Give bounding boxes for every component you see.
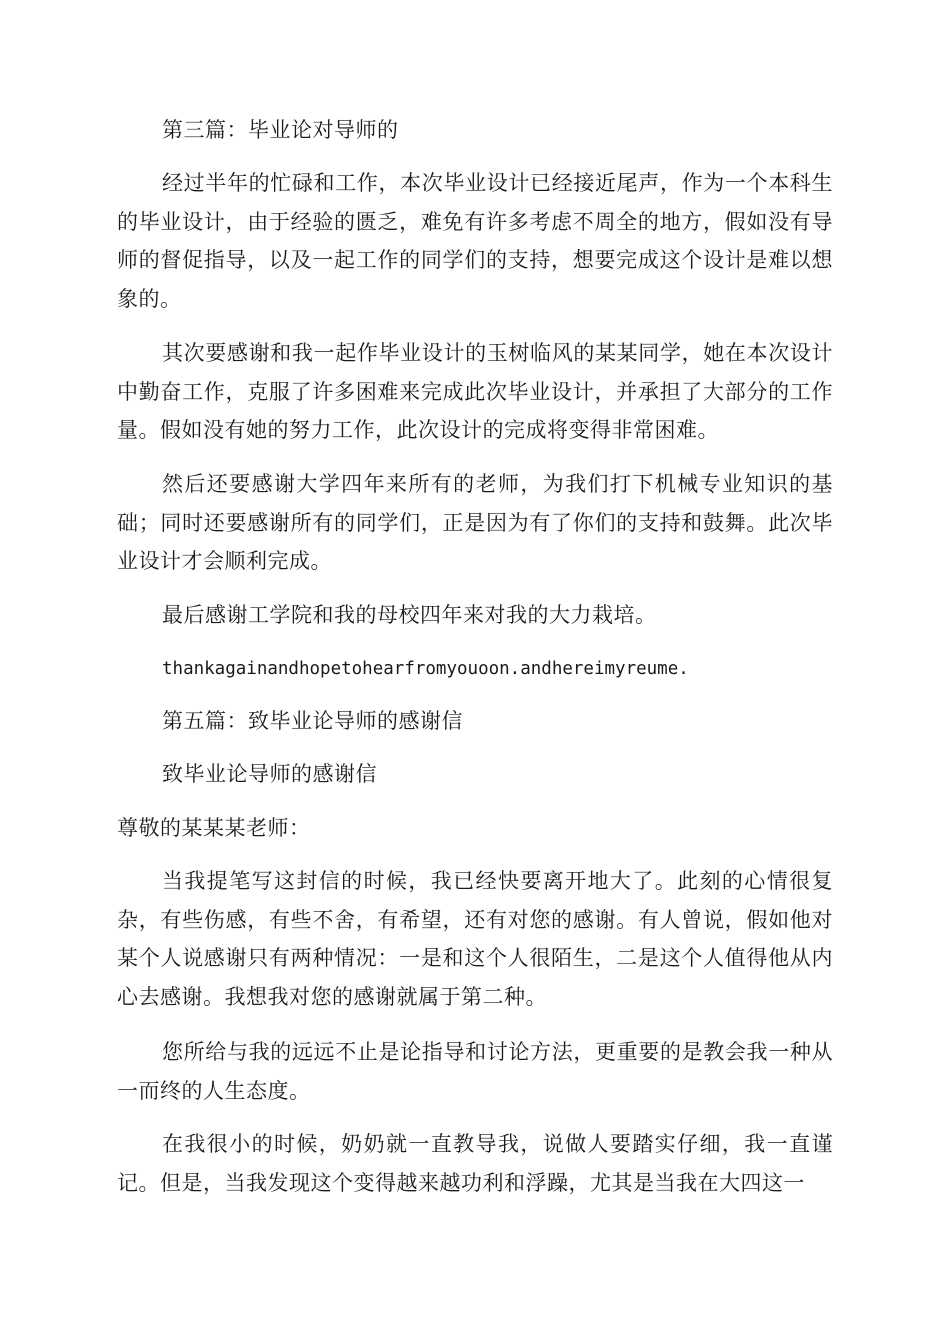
letter-title: 致毕业论导师的感谢信 [162,762,377,786]
paragraph: 在我很小的时候，奶奶就一直教导我，说做人要踏实仔细，我一直谨记。但是，当我发现这个变得越来越功利和浮躁，尤其是当我在大四这一 [117,1132,833,1195]
english-line: thankagainandhopetohearfromyouoon.andhereimyreume. [162,659,689,679]
paragraph: 当我提笔写这封信的时候，我已经快要离开地大了。此刻的心情很复杂，有些伤感，有些不舍，有希望，还有对您的感谢。有人曾说，假如他对某个人说感谢只有两种情况：一是和这个人很陌生，二是这个人值得他从内心去感谢。我想我对您的感谢就属于第二种。 [117,869,833,1009]
letter-salutation: 尊敬的某某某老师： [117,816,311,840]
paragraph: 最后感谢工学院和我的母校四年来对我的大力栽培。 [162,603,657,627]
paragraph: 经过半年的忙碌和工作，本次毕业设计已经接近尾声，作为一个本科生的毕业设计，由于经验的匮乏，难免有许多考虑不周全的地方，假如没有导师的督促指导，以及一起工作的同学们的支持，想要完成这个设计是难以想象的。 [117,171,833,311]
paragraph: 您所给与我的远远不止是论指导和讨论方法，更重要的是教会我一种从一而终的人生态度。 [117,1040,833,1103]
section-heading-3: 第三篇：毕业论对导师的 [162,118,399,142]
paragraph: 其次要感谢和我一起作毕业设计的玉树临风的某某同学，她在本次设计中勤奋工作，克服了许多困难来完成此次毕业设计，并承担了大部分的工作量。假如没有她的努力工作，此次设计的完成将变得非常困难。 [117,341,833,442]
paragraph: 然后还要感谢大学四年来所有的老师，为我们打下机械专业知识的基础；同时还要感谢所有的同学们，正是因为有了你们的支持和鼓舞。此次毕业设计才会顺利完成。 [117,472,833,573]
section-heading-5: 第五篇：致毕业论导师的感谢信 [162,709,463,733]
